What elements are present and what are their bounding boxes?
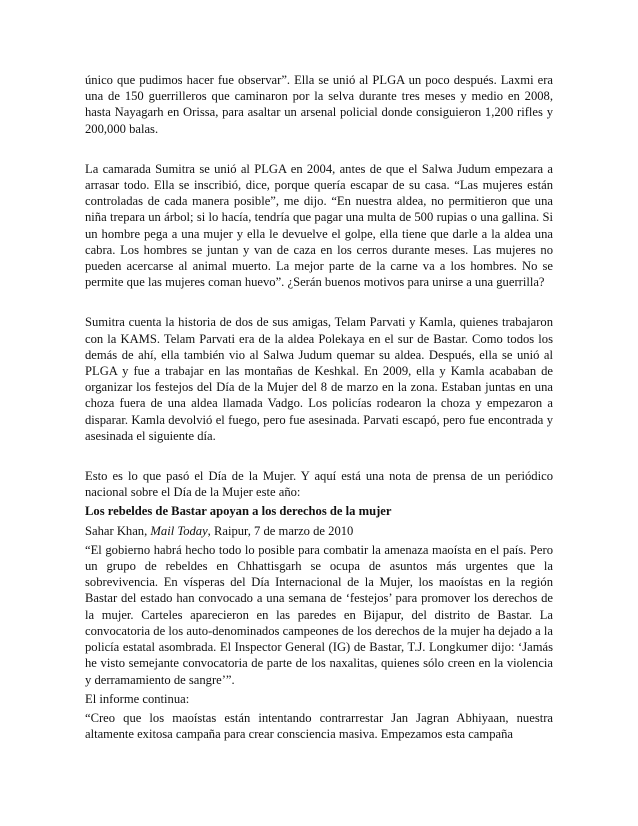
paragraph-laxmi: único que pudimos hacer fue observar”. Ella se unió al PLGA un poco después. Laxmi era una de 150 guerrilleros que caminaron por la selva durante tres meses y medio en 2008, hasta Nayagarh en Orissa, para asaltar un arsenal policial donde consiguieron 1,200 rifles y 200,000 balas. [85,73,553,136]
paragraph-quote-continued: “Creo que los maoístas están intentando contrarrestar Jan Jagran Abhiyaan, nuestra altamente exitosa campaña para crear consciencia masiva. Empezamos esta campaña [85,710,553,742]
article-byline [85,523,553,539]
paragraph-report-continues: El informe continua: [85,691,190,706]
paragraph-sumitra: La camarada Sumitra se unió al PLGA en 2004, antes de que el Salwa Judum empezara a arrasar todo. Ella se inscribió, dice, porque quería escapar de su casa. “Las mujeres están controladas de cada manera posible”, me dijo. “En nuestra aldea, no permitieron que una niña trepara un árbol; si lo hacía, tendría que pagar una multa de 500 rupias o una gallina. Si un hombre pega a una mujer y ella le devuelve el golpe, ella tiene que darle a la aldea una cabra. Los hombres se juntan y van de caza en los cerros durante meses. Las mujeres no pueden acercarse al animal muerto. La mejor parte de la carne va a los hombres. No se permite que las mujeres coman huevo”. ¿Serán buenos motivos para unirse a una guerrilla? [85,161,553,290]
byline-place-date: , Raipur, 7 de marzo de 2010 [207,523,354,538]
paragraph-womens-day: Esto es lo que pasó el Día de la Mujer. Y aquí está una nota de prensa de un periódico nacional sobre el Día de la Mujer este año: [85,469,553,500]
paragraph-parvati-kamla: Sumitra cuenta la historia de dos de sus amigas, Telam Parvati y Kamla, quienes trabajaron con la KAMS. Telam Parvati era de la aldea Polekaya en el sur de Bastar. Como todos los demás de ahí, ella también vio al Salwa Judum quemar su aldea. Después, ella se unió al PLGA y fue a trabajar en las montañas de Keshkal. En 2009, ella y Kamla acababan de organizar los festejos del Día de la Mujer del 8 de marzo en la zona. Estaban juntas en una choza fuera de una aldea llamada Vadgo. Los policías rodearon la choza y empezaron a disparar. Kamla devolvió el fuego, pero fue asesinada. Parvati escapó, pero fue encontrada y asesinada el siguiente día. [85,315,553,443]
byline-author: Sahar Khan, [85,523,151,538]
article-quote: “El gobierno habrá hecho todo lo posible para combatir la amenaza maoísta en el país. Pero un grupo de rebeldes en Chhattisgarh se ocupa de asuntos más urgentes que la sobrevivencia. En vísperas del Día Internacional de la Mujer, los maoístas en la región Bastar del estado han convocado a una semana de ‘festejos’ para promover los derechos de la mujer. Carteles aparecieron en las paredes en Bijapur, del distrito de Bastar. La convocatoria de los auto-denominados campeones de los derechos de la mujer ha dejado a la policía estatal asombrada. El Inspector General (IG) de Bastar, T.J. Longkumer dijo: ‘Jamás he visto semejante convocatoria de parte de los naxalitas, quienes sólo creen en la violencia y derramamiento de sangre’”. [85,542,553,687]
document-body [85,72,553,742]
article-heading: Los rebeldes de Bastar apoyan a los derechos de la mujer [85,504,392,519]
byline-publication: Mail Today [150,523,208,538]
